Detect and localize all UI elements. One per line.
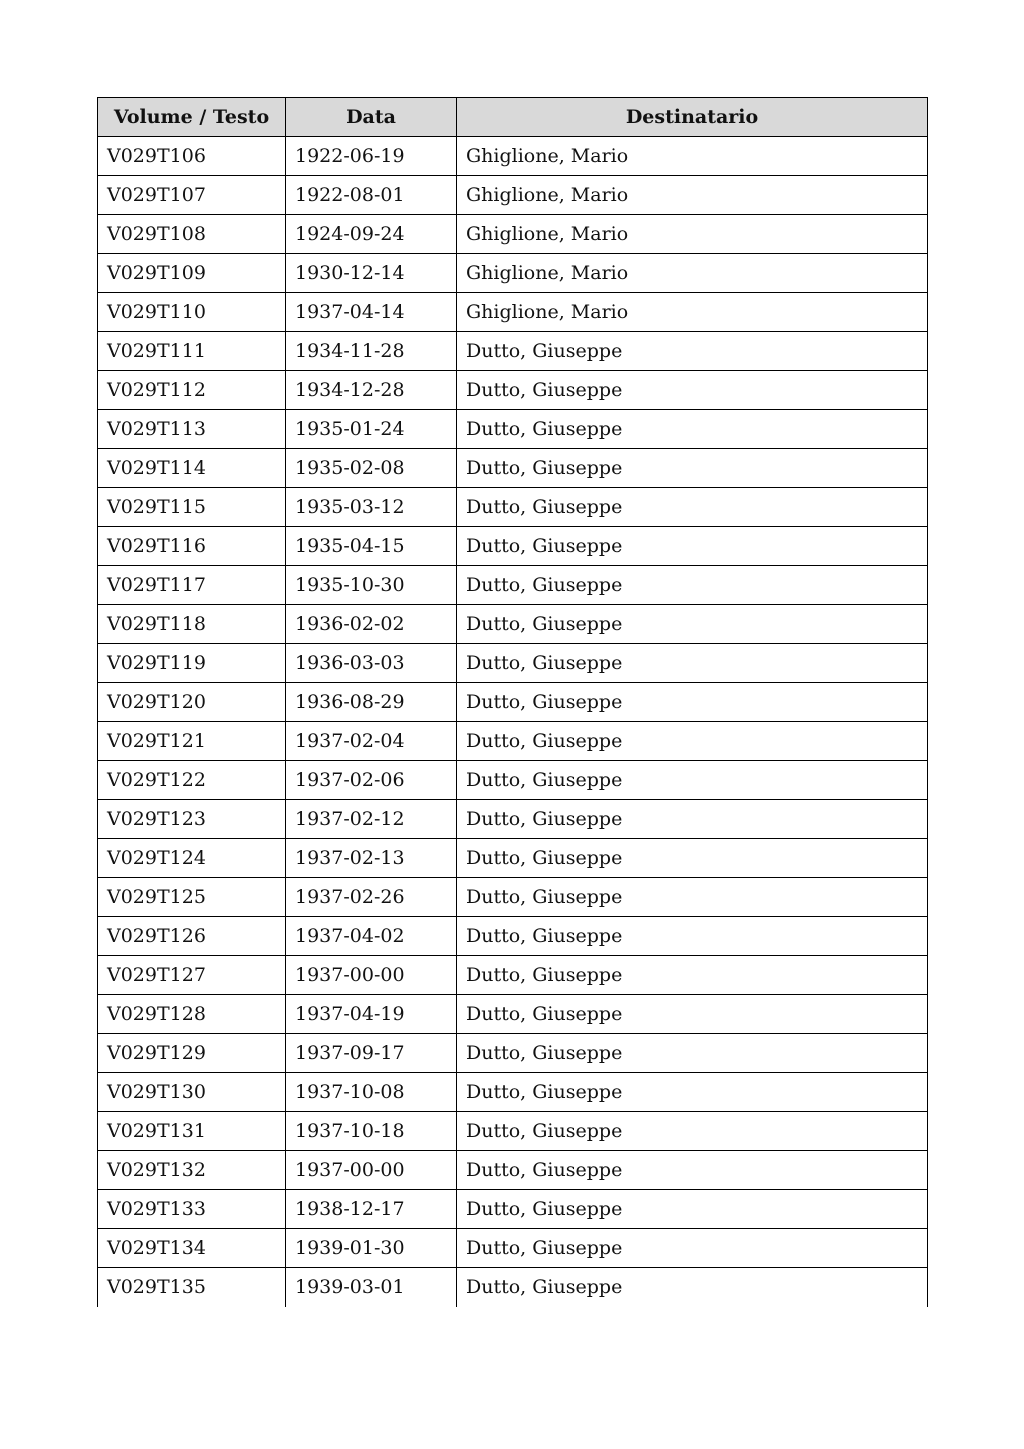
destinatario-cell: Ghiglione, Mario	[457, 293, 928, 332]
table-row	[98, 917, 928, 956]
data-cell: 1937-00-00	[286, 956, 457, 995]
table-header	[98, 98, 928, 137]
destinatario-cell: Dutto, Giuseppe	[457, 1190, 928, 1229]
destinatario-cell: Dutto, Giuseppe	[457, 1112, 928, 1151]
table-row	[98, 254, 928, 293]
data-cell: 1939-03-01	[286, 1268, 457, 1307]
volume-testo-cell: V029T130	[98, 1073, 286, 1112]
data-cell: 1934-12-28	[286, 371, 457, 410]
data-cell: 1924-09-24	[286, 215, 457, 254]
volume-testo-cell: V029T114	[98, 449, 286, 488]
data-cell: 1936-02-02	[286, 605, 457, 644]
data-cell: 1937-09-17	[286, 1034, 457, 1073]
volume-testo-cell: V029T123	[98, 800, 286, 839]
destinatario-cell: Ghiglione, Mario	[457, 176, 928, 215]
destinatario-cell: Dutto, Giuseppe	[457, 1151, 928, 1190]
destinatario-cell: Ghiglione, Mario	[457, 137, 928, 176]
data-cell: 1936-03-03	[286, 644, 457, 683]
table-row	[98, 410, 928, 449]
volume-testo-cell: V029T120	[98, 683, 286, 722]
volume-testo-cell: V029T118	[98, 605, 286, 644]
destinatario-cell: Dutto, Giuseppe	[457, 683, 928, 722]
table-row	[98, 1034, 928, 1073]
data-cell: 1937-04-19	[286, 995, 457, 1034]
destinatario-cell: Dutto, Giuseppe	[457, 605, 928, 644]
destinatario-cell: Dutto, Giuseppe	[457, 1229, 928, 1268]
destinatario-cell: Dutto, Giuseppe	[457, 410, 928, 449]
volume-testo-cell: V029T107	[98, 176, 286, 215]
data-cell: 1937-02-04	[286, 722, 457, 761]
table-row	[98, 761, 928, 800]
data-cell: 1930-12-14	[286, 254, 457, 293]
table-row	[98, 1268, 928, 1307]
destinatario-cell: Dutto, Giuseppe	[457, 956, 928, 995]
volume-testo-cell: V029T108	[98, 215, 286, 254]
data-cell: 1937-02-06	[286, 761, 457, 800]
data-cell: 1937-02-13	[286, 839, 457, 878]
data-cell: 1937-10-18	[286, 1112, 457, 1151]
table-row	[98, 449, 928, 488]
data-cell: 1935-10-30	[286, 566, 457, 605]
table-row	[98, 215, 928, 254]
volume-testo-cell: V029T135	[98, 1268, 286, 1307]
column-header-volume-testo: Volume / Testo	[98, 98, 286, 137]
volume-testo-cell: V029T111	[98, 332, 286, 371]
destinatario-cell: Dutto, Giuseppe	[457, 761, 928, 800]
table-row	[98, 683, 928, 722]
destinatario-cell: Dutto, Giuseppe	[457, 1268, 928, 1307]
volume-testo-cell: V029T122	[98, 761, 286, 800]
volume-testo-cell: V029T126	[98, 917, 286, 956]
volume-testo-cell: V029T132	[98, 1151, 286, 1190]
volume-testo-cell: V029T117	[98, 566, 286, 605]
volume-testo-cell: V029T112	[98, 371, 286, 410]
destinatario-cell: Dutto, Giuseppe	[457, 839, 928, 878]
table-row	[98, 566, 928, 605]
table-row	[98, 488, 928, 527]
volume-testo-cell: V029T124	[98, 839, 286, 878]
table-row	[98, 839, 928, 878]
volume-testo-cell: V029T110	[98, 293, 286, 332]
data-cell: 1937-02-12	[286, 800, 457, 839]
destinatario-cell: Dutto, Giuseppe	[457, 878, 928, 917]
table-row	[98, 1112, 928, 1151]
data-cell: 1937-04-02	[286, 917, 457, 956]
data-cell: 1935-04-15	[286, 527, 457, 566]
data-cell: 1937-02-26	[286, 878, 457, 917]
table-row	[98, 878, 928, 917]
volume-testo-cell: V029T119	[98, 644, 286, 683]
table-body	[98, 137, 928, 1307]
table-row	[98, 1190, 928, 1229]
data-cell: 1937-04-14	[286, 293, 457, 332]
destinatario-cell: Dutto, Giuseppe	[457, 644, 928, 683]
volume-testo-cell: V029T134	[98, 1229, 286, 1268]
column-header-data: Data	[286, 98, 457, 137]
destinatario-cell: Dutto, Giuseppe	[457, 449, 928, 488]
destinatario-cell: Dutto, Giuseppe	[457, 995, 928, 1034]
volume-testo-cell: V029T127	[98, 956, 286, 995]
volume-testo-cell: V029T113	[98, 410, 286, 449]
table-row	[98, 371, 928, 410]
data-cell: 1922-08-01	[286, 176, 457, 215]
letters-table	[97, 97, 928, 1307]
destinatario-cell: Dutto, Giuseppe	[457, 488, 928, 527]
volume-testo-cell: V029T115	[98, 488, 286, 527]
volume-testo-cell: V029T129	[98, 1034, 286, 1073]
table-row	[98, 995, 928, 1034]
table-row	[98, 137, 928, 176]
volume-testo-cell: V029T109	[98, 254, 286, 293]
destinatario-cell: Ghiglione, Mario	[457, 254, 928, 293]
destinatario-cell: Ghiglione, Mario	[457, 215, 928, 254]
column-header-destinatario: Destinatario	[457, 98, 928, 137]
destinatario-cell: Dutto, Giuseppe	[457, 1034, 928, 1073]
data-cell: 1935-03-12	[286, 488, 457, 527]
destinatario-cell: Dutto, Giuseppe	[457, 332, 928, 371]
volume-testo-cell: V029T106	[98, 137, 286, 176]
volume-testo-cell: V029T128	[98, 995, 286, 1034]
destinatario-cell: Dutto, Giuseppe	[457, 800, 928, 839]
volume-testo-cell: V029T131	[98, 1112, 286, 1151]
data-cell: 1938-12-17	[286, 1190, 457, 1229]
volume-testo-cell: V029T125	[98, 878, 286, 917]
destinatario-cell: Dutto, Giuseppe	[457, 1073, 928, 1112]
table-row	[98, 1229, 928, 1268]
volume-testo-cell: V029T116	[98, 527, 286, 566]
header-row	[98, 98, 928, 137]
table-row	[98, 293, 928, 332]
data-cell: 1939-01-30	[286, 1229, 457, 1268]
destinatario-cell: Dutto, Giuseppe	[457, 917, 928, 956]
table-row	[98, 956, 928, 995]
data-cell: 1936-08-29	[286, 683, 457, 722]
table-row	[98, 1151, 928, 1190]
data-cell: 1937-10-08	[286, 1073, 457, 1112]
table-row	[98, 605, 928, 644]
table-row	[98, 800, 928, 839]
data-cell: 1935-01-24	[286, 410, 457, 449]
destinatario-cell: Dutto, Giuseppe	[457, 566, 928, 605]
table-row	[98, 332, 928, 371]
destinatario-cell: Dutto, Giuseppe	[457, 527, 928, 566]
table-row	[98, 1073, 928, 1112]
table-row	[98, 722, 928, 761]
data-cell: 1935-02-08	[286, 449, 457, 488]
table-row	[98, 176, 928, 215]
data-cell: 1922-06-19	[286, 137, 457, 176]
destinatario-cell: Dutto, Giuseppe	[457, 371, 928, 410]
data-cell: 1937-00-00	[286, 1151, 457, 1190]
volume-testo-cell: V029T121	[98, 722, 286, 761]
destinatario-cell: Dutto, Giuseppe	[457, 722, 928, 761]
data-cell: 1934-11-28	[286, 332, 457, 371]
table-row	[98, 644, 928, 683]
volume-testo-cell: V029T133	[98, 1190, 286, 1229]
table-row	[98, 527, 928, 566]
